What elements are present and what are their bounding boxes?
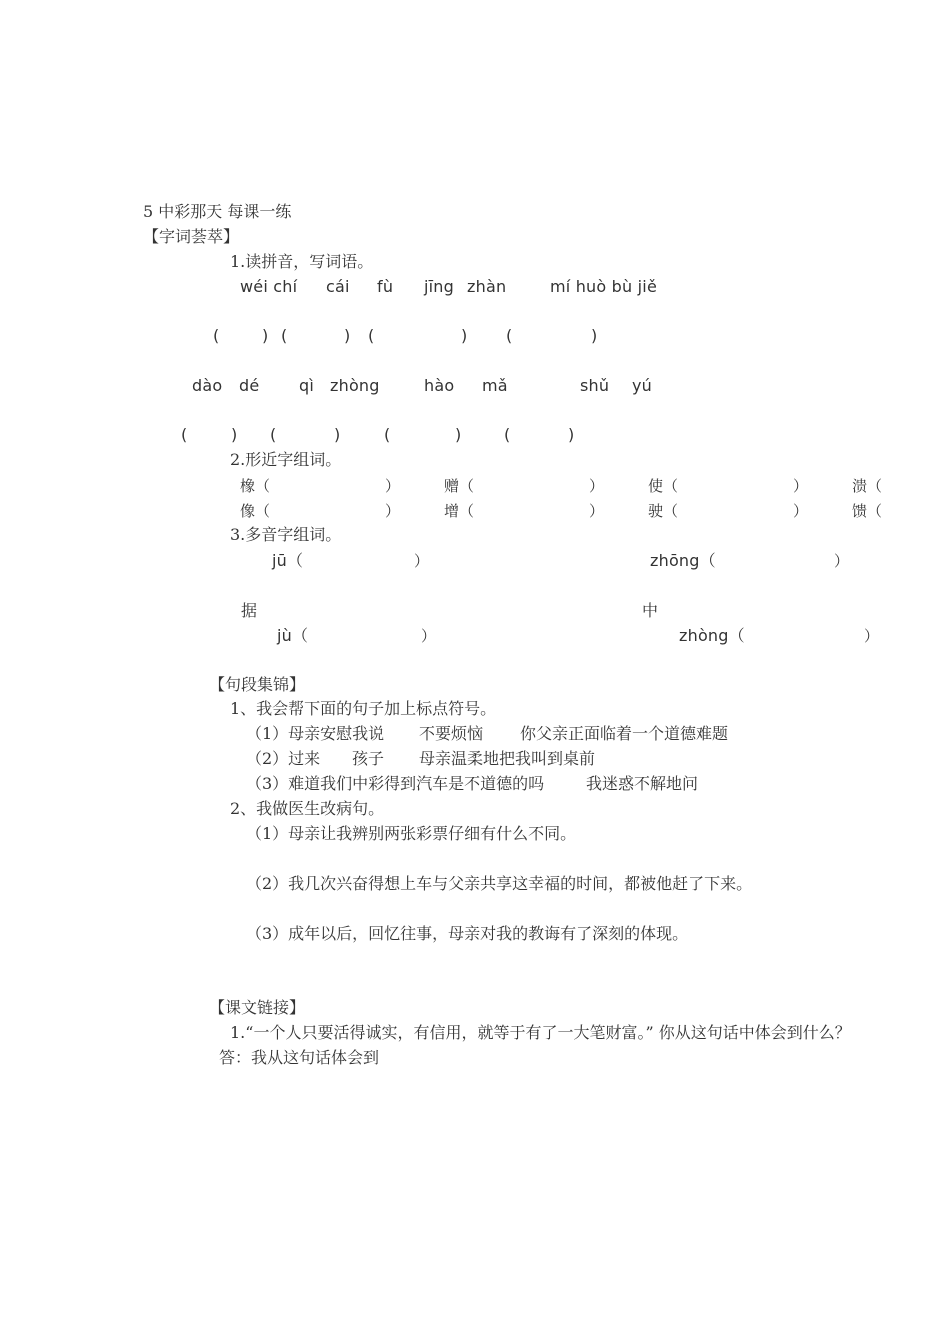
answer-line: 答：我从这句话体会到	[219, 1048, 380, 1067]
answer-blank-open: (	[384, 425, 391, 444]
punctuation-item-2-part: 母亲温柔地把我叫到桌前	[419, 749, 596, 768]
polyphone-char-ju: 据	[241, 601, 258, 620]
punctuation-item-3-part: （3）难道我们中彩得到汽车是不道德的吗	[246, 774, 545, 793]
punctuation-prompt: 1、我会帮下面的句子加上标点符号。	[230, 699, 497, 718]
similar-char-close: ）	[385, 477, 401, 495]
pinyin-yu: yú	[632, 376, 653, 395]
answer-blank-close: )	[231, 425, 238, 444]
answer-blank-close: )	[262, 326, 269, 345]
answer-blank-close: )	[461, 326, 468, 345]
punctuation-item-3-part: 我迷惑不解地问	[586, 774, 699, 793]
question-2-prompt: 2.形近字组词。	[230, 450, 342, 469]
similar-char-item: 驶（	[648, 502, 679, 520]
polyphone-zhong4: zhòng（	[679, 626, 745, 645]
pinyin-ma: mǎ	[482, 376, 508, 395]
answer-blank-close: )	[568, 425, 575, 444]
pinyin-shu: shǔ	[580, 376, 610, 395]
answer-blank-open: (	[368, 326, 375, 345]
pinyin-zhan: zhàn	[467, 277, 507, 296]
similar-char-close: ）	[793, 502, 809, 520]
similar-char-item: 溃（	[852, 477, 883, 495]
answer-blank-close: )	[344, 326, 351, 345]
correction-item-2: （2）我几次兴奋得想上车与父亲共享这幸福的时间，都被他赶了下来。	[246, 874, 753, 893]
polyphone-char-zhong: 中	[642, 601, 659, 620]
pinyin-weichi: wéi chí	[240, 277, 298, 296]
pinyin-jing: jīng	[424, 277, 454, 296]
section-heading-text-link: 【课文链接】	[209, 998, 306, 1017]
polyphone-zhong1: zhōng（	[650, 551, 716, 570]
similar-char-item: 赠（	[444, 477, 475, 495]
section-heading-sentences: 【句段集锦】	[209, 675, 306, 694]
reflection-question: 1.“一个人只要活得诚实，有信用，就等于有了一大笔财富。” 你从这句话中体会到什么？	[230, 1023, 851, 1042]
polyphone-close: ）	[421, 627, 437, 645]
correction-prompt: 2、我做医生改病句。	[230, 799, 385, 818]
page-title: 5 中彩那天 每课一练	[143, 202, 292, 221]
answer-blank-open: (	[281, 326, 288, 345]
similar-char-close: ）	[793, 477, 809, 495]
correction-item-3: （3）成年以后，回忆往事，母亲对我的教诲有了深刻的体现。	[246, 924, 689, 943]
polyphone-close: ）	[834, 552, 850, 570]
pinyin-dao: dào	[192, 376, 223, 395]
pinyin-zhong: zhòng	[330, 376, 380, 395]
pinyin-hao: hào	[424, 376, 455, 395]
punctuation-item-1-part: （1）母亲安慰我说	[246, 724, 385, 743]
pinyin-mihuobujie: mí huò bù jiě	[550, 277, 657, 296]
similar-char-close: ）	[589, 477, 605, 495]
answer-blank-open: (	[270, 425, 277, 444]
similar-char-item: 像（	[240, 502, 271, 520]
polyphone-ju4: jù（	[277, 626, 309, 645]
similar-char-close: ）	[385, 502, 401, 520]
pinyin-qi: qì	[299, 376, 315, 395]
polyphone-ju1: jū（	[272, 551, 304, 570]
punctuation-item-2-part: （2）过来	[246, 749, 321, 768]
punctuation-item-1-part: 你父亲正面临着一个道德难题	[520, 724, 729, 743]
answer-blank-close: )	[455, 425, 462, 444]
answer-blank-open: (	[213, 326, 220, 345]
answer-blank-open: (	[504, 425, 511, 444]
pinyin-fu: fù	[377, 277, 394, 296]
punctuation-item-2-part: 孩子	[352, 749, 385, 768]
punctuation-item-1-part: 不要烦恼	[419, 724, 484, 743]
question-3-prompt: 3.多音字组词。	[230, 525, 342, 544]
pinyin-de: dé	[239, 376, 260, 395]
similar-char-item: 馈（	[852, 502, 883, 520]
answer-blank-close: )	[334, 425, 341, 444]
answer-blank-open: (	[181, 425, 188, 444]
similar-char-item: 增（	[444, 502, 475, 520]
correction-item-1: （1）母亲让我辨别两张彩票仔细有什么不同。	[246, 824, 577, 843]
pinyin-cai: cái	[326, 277, 350, 296]
polyphone-close: ）	[414, 552, 430, 570]
polyphone-close: ）	[864, 627, 880, 645]
answer-blank-open: (	[506, 326, 513, 345]
similar-char-item: 使（	[648, 477, 679, 495]
answer-blank-close: )	[591, 326, 598, 345]
section-heading-words: 【字词荟萃】	[143, 227, 240, 246]
similar-char-item: 橡（	[240, 477, 271, 495]
similar-char-close: ）	[589, 502, 605, 520]
question-1-prompt: 1.读拼音，写词语。	[230, 252, 374, 271]
